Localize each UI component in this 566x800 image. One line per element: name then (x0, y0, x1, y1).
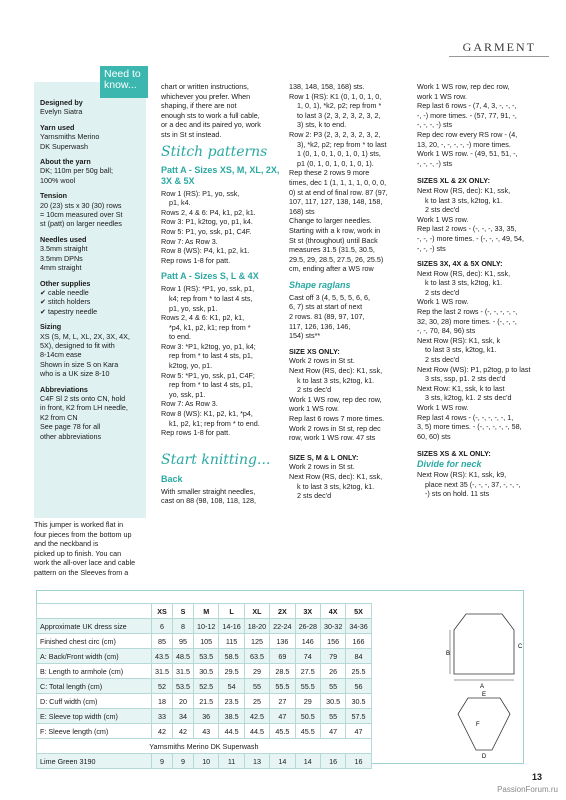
c2-pa2-line: Rep rows 1-8 for patt. (161, 428, 231, 438)
table-row (37, 694, 372, 709)
c2-intro-line: whichever you prefer. When (161, 91, 251, 101)
c3-xs-line: row, work 1 WS row. 47 sts (289, 433, 376, 443)
table-cell: 146 (295, 634, 320, 649)
table-cell: 136 (270, 634, 295, 649)
c3-xs-line: Next Row (RS, dec): K1, ssk, (289, 366, 383, 376)
c3-top-line: Change to larger needles. (289, 216, 372, 226)
table-cell: 50.5 (295, 709, 320, 724)
table-cell: 21.5 (194, 694, 219, 709)
table-row (37, 724, 372, 739)
table-cell: 55.5 (295, 679, 320, 694)
sidebar-line: DK Superwash (40, 141, 88, 151)
table-cell: 56 (346, 679, 371, 694)
c2-pa2-line: Row 7: As Row 3. (161, 399, 218, 409)
c3-xs-line: work 1 WS row. (289, 404, 339, 414)
table-cell: 29 (295, 694, 320, 709)
table-cell: 48.5 (173, 649, 194, 664)
c2-pa2-line: rep from * to last 4 sts, p1, (169, 351, 253, 361)
table-cell: 16 (320, 754, 345, 769)
c2-intro-line: enough sts to work a full cable, (161, 110, 260, 120)
table-cell: L (219, 604, 244, 619)
sidebar-line: See page 78 for all (40, 422, 101, 432)
table-cell: 34-36 (346, 619, 371, 634)
c4-xl-line: Next Row (RS, dec): K1, ssk, (417, 185, 511, 195)
c4-top-line: Rep last 6 rows - (7, 4, 3, -, -, -, (417, 101, 517, 111)
c4-neck-line: -) sts on hold. 11 sts (425, 489, 490, 499)
table-cell: 42 (152, 724, 173, 739)
table-cell: 6 (152, 619, 173, 634)
c2-pa2-line: p1, yo, ssk, p1. (169, 303, 218, 313)
table-cell: 36 (194, 709, 219, 724)
table-row (37, 604, 372, 619)
intro-line: picked up to finish. You can (34, 548, 122, 558)
c4-top-line: 13, 20, -, -, -, -, -) more times. (417, 139, 511, 149)
c2-intro-line: chart or written instructions, (161, 82, 249, 91)
c3-top-line: Rep these 2 rows 9 more (289, 168, 370, 178)
c4-x3-line: 60, 60) sts (417, 431, 451, 441)
table-cell: S (173, 604, 194, 619)
sidebar-line: other abbreviations (40, 431, 102, 441)
c2-pa1-line: Row 8 (WS): P4, k1, p2, k1. (161, 246, 250, 256)
table-cell: 11 (219, 754, 244, 769)
c3-top-line: 1 (0, 1, 0, 1, 0, 1, 0, 1) sts, (297, 149, 381, 159)
table-row (37, 634, 372, 649)
table-cell: 10-12 (194, 619, 219, 634)
table-cell: 8 (173, 619, 194, 634)
table-cell: 3X (295, 604, 320, 619)
table-cell: 26-28 (295, 619, 320, 634)
sidebar-line: ✔ tapestry needle (40, 306, 98, 316)
c4-top-line: Work 1 WS row. - (49, 51, 51, -, (417, 149, 518, 159)
table-cell: 16 (346, 754, 371, 769)
column-4 (417, 82, 537, 499)
c3-top-line: to last 3 (2, 3, 2, 3, 2, 3, 2, (297, 110, 381, 120)
shape-raglans-heading: Shape raglans (289, 279, 351, 290)
sidebar-line: Shown in size S on Kara (40, 359, 119, 369)
size-sml-heading: SIZE S, M & L ONLY: (289, 452, 359, 462)
sidebar-line: Yarnsmiths Merino (40, 132, 100, 142)
c2-pa2-line: rep from * to last 4 sts, p1, (169, 380, 253, 390)
c3-top-line: Row 1 (RS): K1 (0, 1, 0, 1, 0, (289, 91, 382, 101)
sidebar-heading: Other supplies (40, 278, 91, 288)
table-cell: 42.5 (244, 709, 269, 724)
stitch-patterns-heading: Stitch patterns (161, 143, 268, 160)
table-cell: Approximate UK dress size (37, 619, 152, 634)
sizes-3x-heading: SIZES 3X, 4X & 5X ONLY: (417, 259, 503, 269)
c3-top-line: 3), *k2, p2; rep from * to last (297, 139, 387, 149)
c2-pa2-line: Row 8 (WS): K1, p2, k1, *p4, (161, 409, 253, 419)
c2-back-line: With smaller straight needles, (161, 486, 256, 496)
c4-x3-line: k to last 3 sts, k2tog, k1. (425, 278, 503, 288)
table-cell: 55 (244, 679, 269, 694)
c2-intro-line: or a dec and its paired yo, work (161, 120, 261, 130)
size-table (36, 603, 372, 769)
c2-pa1-line: Rows 2, 4 & 6: P4, k1, p2, k1. (161, 207, 256, 217)
table-cell: M (194, 604, 219, 619)
sidebar-line: 3.5mm DPNs (40, 253, 83, 263)
body-outline (454, 614, 514, 674)
sleeve-outline (458, 698, 510, 750)
size-xs-heading: SIZE XS ONLY: (289, 346, 340, 356)
c3-top-line: Starting with a k row, work in (289, 225, 381, 235)
table-cell: D: Cuff width (cm) (37, 694, 152, 709)
sizes-xl-2x-heading: SIZES XL & 2X ONLY: (417, 176, 490, 186)
c4-xl-line: Rep last 2 rows - (-, -, -, 33, 35, (417, 224, 517, 234)
table-cell: 14 (270, 754, 295, 769)
c2-pa2-line: k4; rep from * to last 4 sts, (169, 293, 253, 303)
table-cell: 10 (194, 754, 219, 769)
section-title: GARMENT (462, 40, 536, 54)
c4-top-line: -, -) more times. - (57, 77, 91, -, (417, 110, 517, 120)
c2-pa1-line: Row 7: As Row 3. (161, 236, 218, 246)
c3-xs-line: 2 sts dec'd (297, 385, 332, 395)
c3-sml-line: 2 sts dec'd (297, 491, 332, 501)
table-cell: 18 (152, 694, 173, 709)
c4-x3-line: 3, 5) more times. - (-, -, -, -, -, 58, (417, 422, 522, 432)
table-row (37, 709, 372, 724)
table-cell: 55.5 (270, 679, 295, 694)
c2-intro-line: sts in St st instead. (161, 129, 222, 139)
c3-sml-line: Work 2 rows in St st. (289, 462, 355, 472)
table-cell: 34 (173, 709, 194, 724)
table-cell: XL (244, 604, 269, 619)
start-knitting-heading: Start knitting... (161, 451, 271, 468)
table-cell: 57.5 (346, 709, 371, 724)
c3-sml-line: k to last 3 sts, k2tog, k1. (297, 481, 375, 491)
sidebar-line: = 10cm measured over St (40, 210, 123, 220)
c3-sml-line: Next Row (RS, dec): K1, ssk, (289, 471, 383, 481)
table-cell: 14 (295, 754, 320, 769)
table-cell: 45.5 (295, 724, 320, 739)
page-number: 13 (531, 772, 542, 782)
table-cell: 29 (244, 664, 269, 679)
sidebar-line: ✔ cable needle (40, 287, 89, 297)
c3-raglan-line: 2 rows. 81 (89, 97, 107, (289, 312, 365, 322)
table-cell: 33 (152, 709, 173, 724)
table-cell: 9 (152, 754, 173, 769)
c3-raglan-line: 117, 126, 136, 146, (289, 321, 351, 331)
divide-neck-heading: Divide for neck (417, 458, 482, 469)
c3-top-line: cm, ending after a WS row (289, 264, 374, 274)
label-f: F (476, 722, 480, 728)
intro-line: pattern on the Sleeves from a (34, 567, 129, 577)
table-cell: 23.5 (219, 694, 244, 709)
c2-pa2-line: k2tog, yo, p1. (169, 361, 213, 371)
table-cell: 54 (219, 679, 244, 694)
c4-x3-line: Next Row (RS, dec): K1, ssk, (417, 268, 511, 278)
sidebar-line: C4F Sl 2 sts onto CN, hold (40, 393, 126, 403)
table-cell: 95 (173, 634, 194, 649)
c4-xl-line: k to last 3 sts, k2tog, k1. (425, 195, 503, 205)
table-row (37, 664, 372, 679)
table-cell: 27.5 (295, 664, 320, 679)
header-rule (449, 56, 549, 57)
c4-top-line: Work 1 WS row, rep dec row, (417, 82, 510, 91)
c2-pa1-line: Rep rows 1-8 for patt. (161, 255, 231, 265)
c4-xl-line: 2 sts dec'd (425, 205, 460, 215)
sidebar-heading: Tension (40, 191, 68, 201)
sidebar-heading: Designed by (40, 98, 83, 107)
label-e: E (481, 692, 487, 698)
c2-pa1-line: Row 1 (RS): P1, yo, ssk, (161, 188, 240, 198)
table-cell: F: Sleeve length (cm) (37, 724, 152, 739)
c2-pa2-line: Row 1 (RS): *P1, yo, ssk, p1, (161, 284, 255, 294)
c2-pa1-line: p1, k4. (169, 198, 191, 208)
table-cell: 47 (270, 709, 295, 724)
c4-x3-line: 3 sts, ssp, p1. 2 sts dec'd (425, 374, 506, 384)
garment-schematic (446, 608, 523, 760)
c3-xs-line: k to last 3 sts, k2tog, k1. (297, 375, 375, 385)
c4-top-line: work 1 WS row. (417, 91, 467, 101)
c4-neck-line: place next 35 (-, -, -, 37, -, -, -, (425, 479, 521, 489)
label-b: B (446, 651, 451, 657)
need-to-know-badge: Need to know... (100, 66, 148, 98)
table-cell: 79 (320, 649, 345, 664)
table-cell: 29.5 (219, 664, 244, 679)
back-heading: Back (161, 473, 183, 484)
sidebar-heading: Abbreviations (40, 384, 88, 394)
table-cell: 55 (320, 679, 345, 694)
table-cell: 105 (194, 634, 219, 649)
c3-raglan-line: Cast off 3 (4, 5, 5, 5, 6, 6, (289, 292, 370, 302)
table-cell: 4X (320, 604, 345, 619)
table-cell: 42 (173, 724, 194, 739)
sidebar-heading: Yarn used (40, 122, 75, 132)
c2-pa2-line: Rows 2, 4 & 6: K1, p2, k1, (161, 313, 245, 323)
c3-top-line: 29.5, 29, 28.5, 27.5, 26, 25.5) (289, 254, 384, 264)
sidebar-line: st (patt) on larger needles (40, 219, 122, 229)
patt-a2-heading: Patt A - Sizes S, L & 4X (161, 271, 259, 282)
c2-back-line: cast on 88 (98, 108, 118, 128, (161, 496, 256, 506)
table-cell: 53.5 (173, 679, 194, 694)
sidebar-line: 4mm straight (40, 263, 82, 273)
c3-raglan-line: 154) sts** (289, 331, 321, 341)
c3-raglan-line: 6, 7) sts at start of next (289, 302, 363, 312)
table-row (37, 754, 372, 769)
c4-x3-line: Work 1 WS row. (417, 297, 469, 307)
table-cell: 69 (270, 649, 295, 664)
table-cell: B: Length to armhole (cm) (37, 664, 152, 679)
sidebar-line: 5X), designed to fit with (40, 340, 115, 350)
c4-x3-line: Work 1 WS row. (417, 403, 469, 412)
table-cell: 27 (270, 694, 295, 709)
table-cell: 30.5 (346, 694, 371, 709)
sizes-xs-xl-heading: SIZES XS & XL ONLY: (417, 449, 491, 459)
table-cell: Finished chest circ (cm) (37, 634, 152, 649)
table-row (37, 679, 372, 694)
table-cell: 63.5 (244, 649, 269, 664)
c4-x3-line: 3 sts, k2tog, k1. 2 sts dec'd (425, 393, 512, 403)
c3-top-line: 1, 0, 1), *k2, p2; rep from * (297, 101, 382, 111)
c4-top-line: Rep dec row every RS row - (4, (417, 129, 518, 139)
sidebar-line: K2 from CN (40, 412, 78, 422)
sidebar-line: Evelyn Siatra (40, 107, 83, 117)
c3-top-line: measures 31.5 (31.5, 30.5, (289, 245, 375, 255)
sidebar-line: 20 (23) sts x 30 (30) rows (40, 200, 122, 210)
table-cell: 18-20 (244, 619, 269, 634)
table-row (37, 739, 372, 754)
table-cell: 30.5 (320, 694, 345, 709)
table-row (37, 619, 372, 634)
table-cell: 30.5 (194, 664, 219, 679)
table-cell: 55 (320, 709, 345, 724)
c3-top-line: 107, 117, 127, 138, 148, 158, (289, 197, 383, 207)
column-3 (289, 82, 401, 501)
c4-x3-line: Next Row (WS): P1, p2tog, p to last (417, 364, 531, 374)
table-cell: 43.5 (152, 649, 173, 664)
need-to-know-sidebar (34, 82, 146, 518)
table-cell: 26 (320, 664, 345, 679)
c3-top-line: Row 2: P3 (2, 3, 2, 3, 2, 3, 2, (289, 129, 381, 139)
c3-xs-line: Work 2 rows in St st, rep dec (289, 423, 381, 433)
table-cell: 115 (219, 634, 244, 649)
table-cell: 28.5 (270, 664, 295, 679)
c4-xl-line: Work 1 WS row. (417, 214, 469, 224)
c2-intro-line: shaping, if there are not (161, 101, 237, 111)
c3-top-line: times, dec 1 (1, 1, 1, 1, 0, 0, 0, (289, 177, 387, 187)
sidebar-heading: Sizing (40, 322, 62, 332)
table-cell: 52.5 (194, 679, 219, 694)
c4-top-line: -, -, -, -) sts (417, 120, 453, 130)
table-cell: 52 (152, 679, 173, 694)
c4-xl-line: -, -, -) more times. - (-, -, -, 49, 54, (417, 233, 525, 243)
table-row (37, 649, 372, 664)
table-cell: 47 (346, 724, 371, 739)
table-cell: 156 (320, 634, 345, 649)
c3-top-line: 0) st at end of final row. 87 (97, (289, 187, 388, 197)
sidebar-line: XS (S, M, L, XL, 2X, 3X, 4X, (40, 331, 130, 341)
table-cell: A: Back/Front width (cm) (37, 649, 152, 664)
table-cell: 5X (346, 604, 371, 619)
table-cell: 125 (244, 634, 269, 649)
column-2 (161, 82, 285, 506)
intro-line: four pieces from the bottom up (34, 529, 132, 539)
c4-x3-line: Rep last 4 rows - (-, -, -, -, -, 1, (417, 412, 514, 422)
yarn-label: Yarnsmiths Merino DK Superwash (37, 739, 372, 754)
c4-x3-line: 2 sts dec'd (425, 287, 460, 297)
table-cell: 47 (320, 724, 345, 739)
source-url: PassionForum.ru (497, 785, 558, 794)
c2-pa2-line: yo, ssk, p1. (169, 389, 206, 399)
table-cell: Lime Green 3190 (37, 754, 152, 769)
c3-xs-line: Work 2 rows in St st. (289, 356, 355, 366)
c3-top-line: 3) sts, k to end. (297, 120, 347, 130)
c2-pa1-line: Row 5: P1, yo, ssk, p1, C4F. (161, 226, 252, 236)
c4-x3-line: 32, 30, 28) more times. - (-, -, -, (417, 316, 517, 326)
table-cell: XS (152, 604, 173, 619)
label-d: D (481, 754, 487, 760)
sidebar-line: in front, K2 from LH needle, (40, 403, 128, 413)
c2-pa1-line: Row 3: P1, k2tog, yo, p1, k4. (161, 217, 253, 227)
table-cell: 22-24 (270, 619, 295, 634)
table-cell: 44.5 (219, 724, 244, 739)
sidebar-line: DK; 110m per 50g ball; (40, 166, 113, 176)
table-cell: 31.5 (173, 664, 194, 679)
table-cell: E: Sleeve top width (cm) (37, 709, 152, 724)
sidebar-heading: About the yarn (40, 157, 91, 167)
label-c: C (518, 644, 523, 650)
intro-text (34, 520, 152, 578)
table-cell (37, 604, 152, 619)
c4-x3-line: Next Row (RS): K1, ssk, k (417, 335, 501, 345)
table-cell: 13 (244, 754, 269, 769)
c3-top-line: St st (throughout) until Back (289, 235, 378, 245)
table-cell: 20 (173, 694, 194, 709)
sidebar-heading: Needles used (40, 234, 87, 244)
c3-top-line: 138, 148, 158, 168) sts. (289, 82, 365, 91)
c4-x3-line: Rep the last 2 rows - (-, -, -, -, -, (417, 307, 518, 317)
c3-top-line: 168) sts (289, 206, 315, 216)
c4-neck-line: Next Row (RS): K1, ssk, k9, (417, 469, 507, 479)
table-cell: 53.5 (194, 649, 219, 664)
c4-xl-line: -, -, -) sts (417, 243, 446, 253)
table-cell: 14-16 (219, 619, 244, 634)
c4-x3-line: -, -, 70, 84, 96) sts (417, 326, 476, 336)
table-cell: 43 (194, 724, 219, 739)
intro-line: and the neckband is (34, 539, 99, 549)
c4-top-line: -, -, -, -) sts (417, 158, 453, 168)
table-cell: 38.5 (219, 709, 244, 724)
sidebar-line: 3.5mm straight (40, 244, 88, 254)
table-cell: 45.5 (270, 724, 295, 739)
patt-a1-heading: Patt A - Sizes XS, M, XL, 2X, 3X & 5X (161, 164, 280, 186)
c2-pa2-line: Row 3: *P1, k2tog, yo, p1, k4; (161, 341, 256, 351)
intro-line: This jumper is worked flat in (34, 520, 124, 529)
sidebar-line: ✔ stitch holders (40, 297, 91, 307)
c2-pa2-line: *p4, k1, p2, k1; rep from * (169, 322, 251, 332)
label-a: A (479, 684, 485, 690)
table-cell: 30-32 (320, 619, 345, 634)
table-cell: 84 (346, 649, 371, 664)
c2-pa2-line: k1, p2, k1; rep from * to end. (169, 418, 260, 428)
c3-top-line: p1 (0, 1, 0, 1, 0, 1, 0, 1). (297, 158, 374, 168)
c4-x3-line: Next Row: K1, ssk, k to last (417, 383, 505, 393)
sidebar-line: 100% wool (40, 175, 76, 185)
c3-xs-line: Rep last 6 rows 7 more times. (289, 414, 385, 423)
table-cell: 166 (346, 634, 371, 649)
table-cell: 25.5 (346, 664, 371, 679)
c4-x3-line: to last 3 sts, k2tog, k1. (425, 345, 497, 355)
table-cell: 44.5 (244, 724, 269, 739)
intro-line: work the all-over lace and cable (34, 558, 136, 568)
table-cell: 9 (173, 754, 194, 769)
table-cell: 25 (244, 694, 269, 709)
table-cell: C: Total length (cm) (37, 679, 152, 694)
table-cell: 31.5 (152, 664, 173, 679)
c2-pa2-line: Row 5: *P1, yo, ssk, p1, C4F; (161, 370, 255, 380)
c4-x3-line: 2 sts dec'd (425, 355, 460, 365)
table-cell: 85 (152, 634, 173, 649)
table-cell: 58.5 (219, 649, 244, 664)
table-cell: 2X (270, 604, 295, 619)
c2-pa2-line: to end. (169, 332, 191, 342)
c3-xs-line: Work 1 WS row, rep dec row, (289, 394, 382, 404)
sidebar-line: who is a UK size 8-10 (40, 369, 110, 379)
table-cell: 74 (295, 649, 320, 664)
sidebar-line: 8-14cm ease (40, 350, 82, 360)
